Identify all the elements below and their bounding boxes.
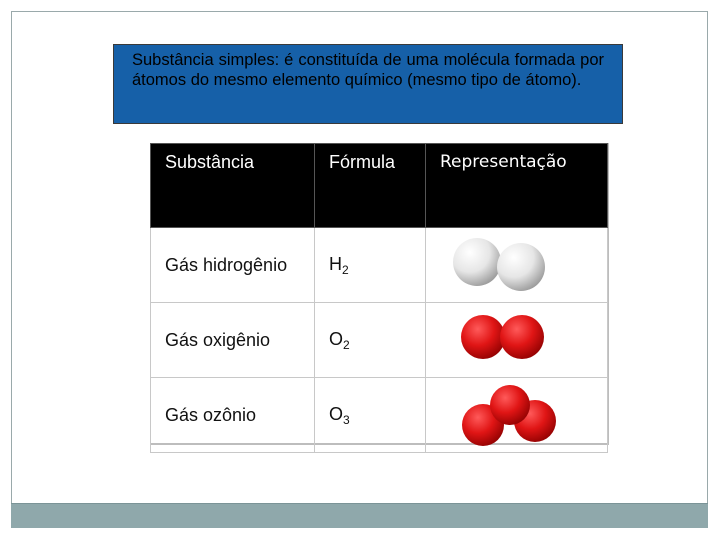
substance-name: Gás ozônio: [151, 378, 315, 453]
definition-text: : é constituída de uma molécula formada por átomos do mesmo elemento químico (mesmo tipo de átomo).: [132, 51, 605, 89]
formula-symbol: H: [329, 253, 342, 274]
formula: [315, 303, 426, 378]
header-formula: Fórmula: [315, 144, 426, 228]
oxygen-molecule: [426, 303, 608, 371]
formula-subscript: 2: [342, 262, 349, 277]
substance-name: Gás hidrogênio: [151, 228, 315, 303]
oxygen-atom: [500, 315, 544, 359]
formula-symbol: O: [329, 328, 344, 349]
hydrogen-molecule: [426, 228, 608, 303]
ozone-molecule: [426, 378, 608, 446]
hydrogen-atom: [497, 243, 545, 291]
definition-term: Substância simples: [132, 51, 275, 69]
oxygen-atom: [490, 385, 530, 425]
table-row: [151, 228, 608, 303]
representation-cell: [426, 378, 608, 453]
substance-name: Gás oxigênio: [151, 303, 315, 378]
formula: [315, 228, 426, 303]
definition-box: [113, 44, 623, 124]
formula-subscript: 2: [343, 337, 350, 352]
header-substance: Substância: [151, 144, 315, 228]
footer-bar: [11, 503, 708, 528]
table-row: [151, 303, 608, 378]
substance-table-wrapper: [150, 143, 609, 445]
formula-subscript: 3: [343, 412, 350, 427]
table-header-row: [151, 144, 608, 228]
header-representation: Representação: [426, 144, 608, 228]
substance-table: [150, 143, 608, 453]
representation-cell: [426, 228, 608, 303]
representation-cell: [426, 303, 608, 378]
hydrogen-atom: [453, 238, 501, 286]
formula-symbol: O: [329, 403, 344, 424]
formula: [315, 378, 426, 453]
table-row: [151, 378, 608, 453]
oxygen-atom: [461, 315, 505, 359]
